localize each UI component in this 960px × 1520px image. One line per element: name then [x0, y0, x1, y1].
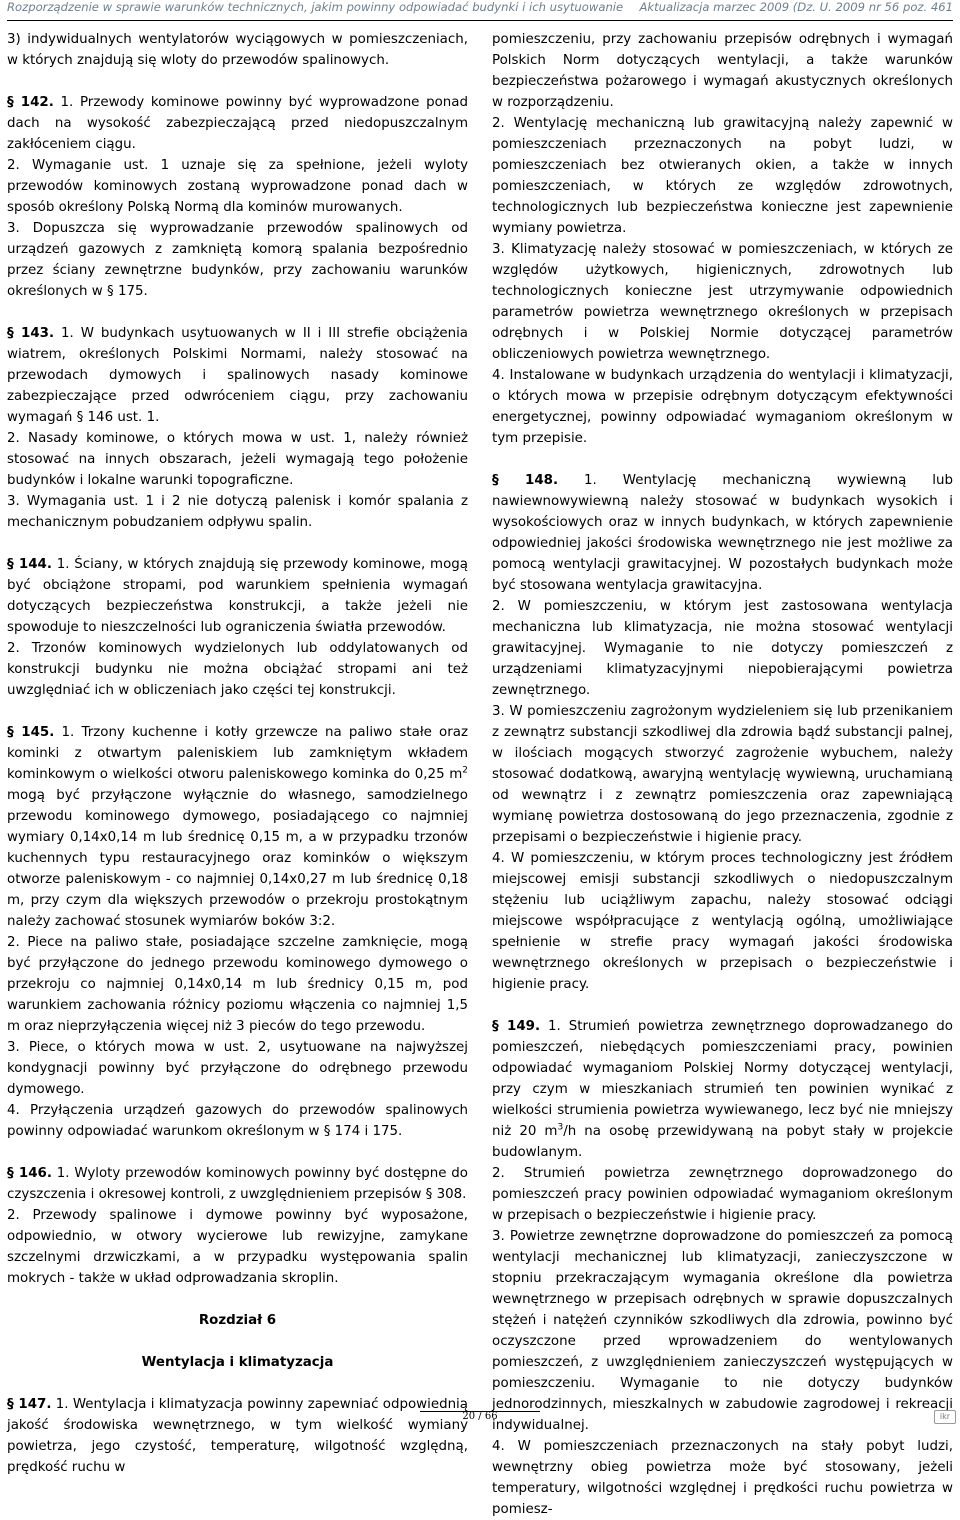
publisher-logo: ikr	[934, 1410, 956, 1424]
superscript: 2	[462, 765, 468, 776]
section-number: § 143.	[7, 326, 55, 341]
paragraph: 2. W pomieszczeniu, w którym jest zastosowana wentylacja mechaniczna lub klimatyzacja, nie można stosować wentylacji grawitacyjnej. Wymaganie to nie dotyczy pomieszczeń z urządzeniami klimatyzacyjnymi niepobierającymi powietrza zewnętrznego.	[492, 599, 953, 698]
section-146	[7, 1163, 468, 1205]
chapter-title: Wentylacja i klimatyzacja	[141, 1355, 334, 1370]
right-column	[492, 29, 953, 1520]
paragraph: 3. Dopuszcza się wyprowadzanie przewodów spalinowych od urządzeń gazowych z zamkniętą komorą spalania bezpośrednio przez ściany zewnętrzne budynków, przy zachowaniu warunków określonych w § 175.	[7, 221, 468, 299]
paragraph: 2. Trzonów kominowych wydzielonych lub oddylatowanych od konstrukcji budynku nie można obciążać stropami ani też uwzględniać ich w obliczeniach jako części tej konstrukcji.	[7, 641, 468, 698]
page-number: 20 / 66	[462, 1411, 498, 1422]
paragraph: 3. W pomieszczeniu zagrożonym wydzieleniem się lub przenikaniem z zewnątrz substancji szkodliwej dla zdrowia bądź substancji palnej, w ilościach mogących stworzyć zagrożenie wybuchem, należy stosować dodatkową, awaryjną wentylację wywiewną, uruchamianą od wewnątrz i z zewnątrz pomieszczenia oraz zapewniającą wymianę powietrza dostosowaną do jego przeznaczenia, zgodnie z przepisami o bezpieczeństwie i higienie pracy.	[492, 704, 953, 845]
section-number: § 142.	[7, 95, 54, 110]
paragraph: pomieszczeniu, przy zachowaniu przepisów odrębnych i wymagań Polskich Norm dotyczących wentylacji, a także warunków bezpieczeństwa pożarowego i wymagań akustycznych określonych w rozporządzeniu.	[492, 32, 953, 110]
paragraph-text: 1. Wyloty przewodów kominowych powinny być dostępne do czyszczenia i okresowej kontroli, z uwzględnieniem przepisów § 308.	[7, 1166, 468, 1202]
paragraph: 3. Powietrze zewnętrzne doprowadzone do pomieszczeń za pomocą wentylacji mechanicznej lub klimatyzacji, zanieczyszczone w stopniu przekraczającym wymagania określone dla powietrza wewnętrznego w przepisach odrębnych w sprawie dopuszczalnych stężeń i natężeń czynników szkodliwych dla zdrowia, powinno być oczyszczone przed wprowadzeniem do wentylowanych pomieszczeń, z uwzględnieniem zanieczyszczeń występujących w pomieszczeniu. Wymaganie to nie dotyczy budynków jednorodzinnych, mieszkalnych w zabudowie zagrodowej i rekreacji indywidualnej.	[492, 1229, 953, 1433]
paragraph: 3. Klimatyzację należy stosować w pomieszczeniach, w których ze względów użytkowych, higienicznych, zdrowotnych lub technologicznych konieczne jest utrzymywanie odpowiednich parametrów powietrza wewnętrznego określonych w przepisach odrębnych i w Polskiej Normie dotyczącej parametrów obliczeniowych powietrza wewnętrznego.	[492, 242, 953, 362]
page-footer	[0, 1411, 960, 1423]
chapter-number: Rozdział 6	[198, 1313, 277, 1328]
section-142	[7, 92, 468, 155]
section-number: § 147.	[7, 1397, 52, 1412]
paragraph: 4. W pomieszczeniach przeznaczonych na stały pobyt ludzi, wewnętrzny obieg powietrza może być stosowany, jeżeli temperatury, wilgotności względnej i prędkości ruchu powietrza w pomiesz-	[492, 1439, 953, 1517]
section-number: § 145.	[7, 725, 55, 740]
section-144	[7, 554, 468, 638]
section-number: § 149.	[492, 1019, 541, 1034]
paragraph: 2. Strumień powietrza zewnętrznego doprowadzonego do pomieszczeń pracy powinien odpowiadać wymaganiom określonym w przepisach o bezpieczeństwie i higienie pracy.	[492, 1166, 953, 1223]
paragraph: 3) indywidualnych wentylatorów wyciągowych w pomieszczeniach, w których znajdują się wloty do przewodów spalinowych.	[7, 32, 468, 68]
paragraph: 2. Piece na paliwo stałe, posiadające szczelne zamknięcie, mogą być przyłączone do jednego przewodu kominowego dymowego o przekroju co najmniej 0,14x0,14 m lub średnicy 0,15 m, pod warunkiem zachowania różnicy poziomu włączenia co najmniej 1,5 m oraz nieprzyłączenia więcej niż 3 pieców do tego przewodu.	[7, 935, 468, 1034]
paragraph-text: mogą być przyłączone wyłącznie do własnego, samodzielnego przewodu kominowego dymowego, posiadającego co najmniej wymiary 0,14x0,14 m lub średnicę 0,15 m, a w przypadku trzonów kuchennych typu restauracyjnego oraz kominków o większym otworze paleniskowym - co najmniej 0,14x0,27 m lub średnicę 0,18 m, przy czym dla większych przewodów o przekroju prostokątnym należy zachować stosunek wymiarów boków 3:2.	[7, 788, 468, 929]
paragraph: 3. Piece, o których mowa w ust. 2, usytuowane na najwyższej kondygnacji powinny być przyłączone do odrębnego przewodu dymowego.	[7, 1040, 468, 1097]
section-145	[7, 722, 468, 932]
header-update-info: Aktualizacja marzec 2009 (Dz. U. 2009 nr 56 poz. 461	[639, 0, 953, 14]
paragraph: 2. Wentylację mechaniczną lub grawitacyjną należy zapewnić w pomieszczeniach przeznaczonych na pobyt ludzi, w pomieszczeniach bez otwieranych okien, a także w innych pomieszczeniach, w których ze względów zdrowotnych, technologicznych lub bezpieczeństwa konieczne jest zapewnienie wymiany powietrza.	[492, 116, 953, 236]
paragraph: 3. Wymagania ust. 1 i 2 nie dotyczą palenisk i komór spalania z mechanicznym pobudzaniem odpływu spalin.	[7, 494, 468, 530]
section-number: § 146.	[7, 1166, 52, 1181]
paragraph: 4. Instalowane w budynkach urządzenia do wentylacji i klimatyzacji, o których mowa w przepisie odrębnym dotyczącym efektywności energetycznej, powinny odpowiadać wymaganiom określonym w tym przepisie.	[492, 368, 953, 446]
paragraph: 4. Przyłączenia urządzeń gazowych do przewodów spalinowych powinny odpowiadać warunkom określonym w § 174 i 175.	[7, 1103, 468, 1139]
paragraph: 2. Wymaganie ust. 1 uznaje się za spełnione, jeżeli wyloty przewodów kominowych zostaną wyprowadzone ponad dach w sposób określony Polską Normą dla kominów murowanych.	[7, 158, 468, 215]
running-header	[7, 0, 953, 21]
paragraph-text: 1. Trzony kuchenne i kotły grzewcze na paliwo stałe oraz kominki z otwartym paleniskiem lub zamkniętym wkładem kominkowym o wielkości otworu paleniskowego kominka do 0,25 m	[7, 725, 468, 782]
section-number: § 148.	[492, 473, 559, 488]
section-148	[492, 470, 953, 596]
section-147	[7, 1394, 468, 1478]
paragraph-text: 1. Strumień powietrza zewnętrznego doprowadzanego do pomieszczeń, niebędących pomieszczeniami pracy, powinien odpowiadać wymaganiom Polskiej Normy dotyczącej wentylacji, przy czym w mieszkaniach strumień ten powinien wynikać z wielkości strumienia powietrza wywiewanego, lecz być nie mniejszy niż 20 m	[492, 1019, 953, 1139]
paragraph-text: 1. Wentylacja i klimatyzacja powinny zapewniać odpowiednią jakość środowiska wewnętrznego, w tym wielkość wymiany powietrza, jego czystość, temperaturę, wilgotność względną, prędkość ruchu w	[7, 1397, 468, 1475]
paragraph: 2. Nasady kominowe, o których mowa w ust. 1, należy również stosować na innych obszarach, jeżeli wymagają tego położenie budynków i lokalne warunki topograficzne.	[7, 431, 468, 488]
paragraph-text: /h na osobę przewidywaną na pobyt stały w projekcie budowlanym.	[492, 1124, 953, 1160]
paragraph-text: 1. W budynkach usytuowanych w II i III strefie obciążenia wiatrem, określonych Polskimi Normami, należy stosować na przewodach dymowych i spalinowych nasady kominowe zabezpieczające przed odwróceniem ciągu, przy zachowaniu wymagań § 146 ust. 1.	[7, 326, 468, 425]
paragraph: 4. W pomieszczeniu, w którym proces technologiczny jest źródłem miejscowej emisji substancji szkodliwych o niedopuszczalnym stężeniu lub uciążliwym zapachu, należy stosować odciągi miejscowe współpracujące z wentylacją ogólną, umożliwiające spełnienie w strefie pracy wymagań jakości środowiska wewnętrznego określonych w przepisach o bezpieczeństwie i higienie pracy.	[492, 851, 953, 992]
paragraph-text: 1. Ściany, w których znajdują się przewody kominowe, mogą być obciążone stropami, pod warunkiem spełnienia wymagań dotyczących bezpieczeństwa konstrukcji, a także jeżeli nie spowoduje to nieszczelności lub ograniczenia światła przewodów.	[7, 557, 468, 635]
header-title: Rozporządzenie w sprawie warunków technicznych, jakim powinny odpowiadać budynki i ich usytuowanie	[7, 0, 624, 14]
section-143	[7, 323, 468, 428]
paragraph-text: 1. Przewody kominowe powinny być wyprowadzone ponad dach na wysokość zabezpieczającą przed niedopuszczalnym zakłóceniem ciągu.	[7, 95, 468, 152]
section-number: § 144.	[7, 557, 52, 572]
superscript: 3	[557, 1122, 564, 1133]
paragraph-text: 1. Wentylację mechaniczną wywiewną lub nawiewnowywiewną należy stosować w budynkach wysokich i wysokościowych oraz w innych budynkach, w których zapewnienie odpowiedniej jakości środowiska wewnętrznego nie jest możliwe za pomocą wentylacji grawitacyjnej. W pozostałych budynkach może być stosowana wentylacja grawitacyjna.	[492, 473, 953, 593]
paragraph: 2. Przewody spalinowe i dymowe powinny być wyposażone, odpowiednio, w otwory wycierowe lub rewizyjne, zamykane szczelnymi drzwiczkami, a w przypadku występowania spalin mokrych - także w układ odprowadzania skroplin.	[7, 1208, 468, 1286]
section-149	[492, 1016, 953, 1163]
left-column	[7, 29, 468, 1478]
